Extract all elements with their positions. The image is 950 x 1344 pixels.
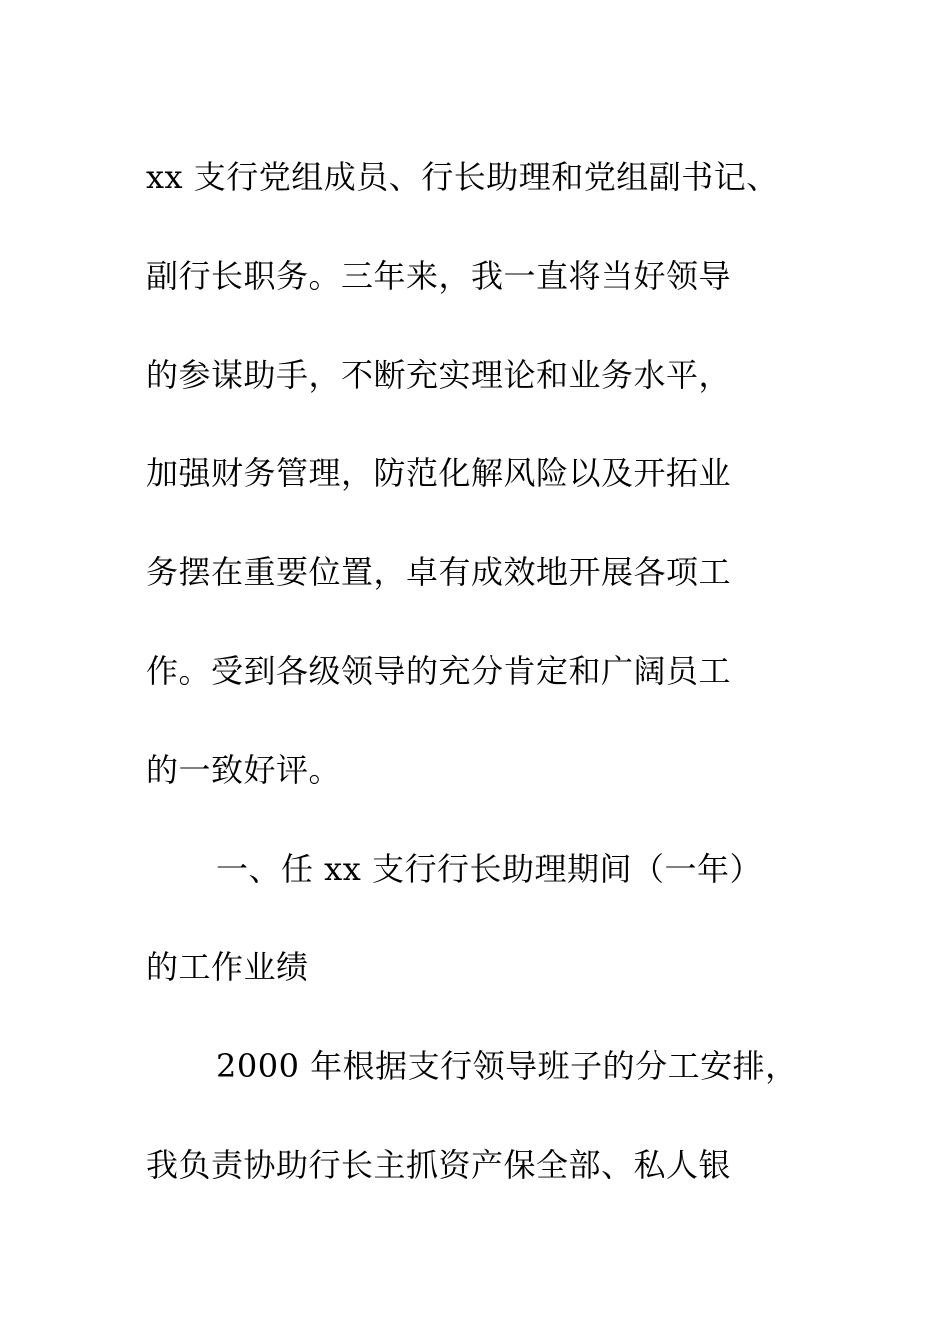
- paragraph-line-5: 务摆在重要位置，卓有成效地开展各项工: [146, 553, 732, 592]
- paragraph-line-4: 加强财务管理，防范化解风险以及开拓业: [146, 454, 732, 493]
- section-heading-line-2: 的工作业绩: [146, 948, 309, 987]
- document-body: [146, 128, 826, 1215]
- paragraph-line-6: 作。受到各级领导的充分肯定和广阔员工: [146, 651, 732, 690]
- section-heading-line-1: 一、任 xx 支行行长助理期间（一年）: [216, 849, 762, 888]
- paragraph-line-7: 的一致好评。: [146, 750, 342, 789]
- paragraph-line-1: xx 支行党组成员、行长助理和党组副书记、: [146, 158, 779, 196]
- paragraph-line-9: 我负责协助行长主抓资产保全部、私人银: [146, 1145, 732, 1184]
- paragraph-line-8: 2000 年根据支行领导班子的分工安排，: [216, 1047, 798, 1086]
- paragraph-line-2: 副行长职务。三年来，我一直将当好领导: [146, 256, 732, 295]
- paragraph-line-3: 的参谋助手，不断充实理论和业务水平，: [146, 355, 732, 394]
